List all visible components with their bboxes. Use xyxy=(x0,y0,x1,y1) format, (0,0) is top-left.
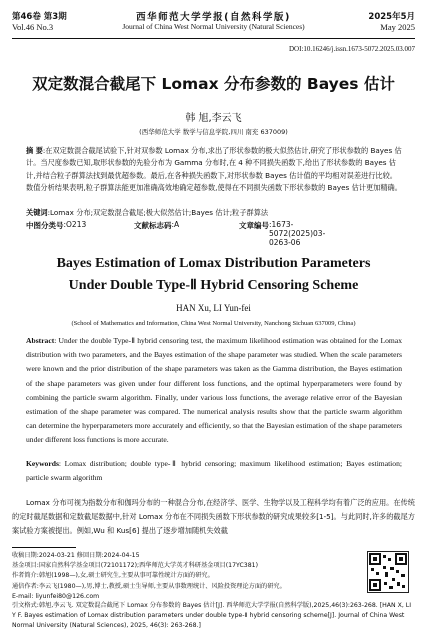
affiliation-en: (School of Mathematics and Information, China West Normal University, Nanchong Sichuan 637009, China) xyxy=(71,320,356,327)
journal-name-cn: 西华师范大学学报(自然科学版) xyxy=(136,12,291,23)
keywords-en xyxy=(26,457,402,485)
footnote-received: 收稿日期:2024-03-21 修回日期:2024-04-15 xyxy=(12,552,140,559)
journal-header xyxy=(12,9,415,39)
footnote-rule xyxy=(12,547,76,548)
footnote-corresponding: 通信作者:李云飞(1980—),男,博士,教授,硕士生导师,主要从事数理统计、风险投资理论方面的研究。 xyxy=(12,582,286,590)
volume-issue-cn: 第46卷 第3期 xyxy=(12,12,67,22)
keywords-cn xyxy=(26,207,402,219)
title-en xyxy=(0,253,427,297)
title-en-line2: Under Double Type-Ⅱ Hybrid Censoring Scheme xyxy=(68,278,359,293)
abstract-en-text: : Under the double Type-Ⅱ hybrid censoring test, the maximum likelihood estimation was obtained for the Lomax distribution with two parameters, and the Bayes estimation of the shape parameter was studied. When the scale parameters were known and the prior distribution of the shape parameters was taken as the Gamma distribution, the Bayes estimation of the shape parameters was given under four different loss functions, and the optimal hyperparameters were found by combining the particle swarm algorithm. Finally, under various loss functions, the average relative error of the Bayesian estimation of the shape parameter was compared. The numerical analysis results show that the particle swarm algorithm can determine the hyperparameters more accurately and efficiently, so that the Bayesian estimation of the shape parameters under different loss functions is more accurate. xyxy=(26,336,402,445)
issue-date-cn: 2025年5月 xyxy=(368,12,415,22)
qr-code-icon xyxy=(367,551,409,593)
citation-format: 引文格式:韩旭,李云飞. 双定数混合截尾下 Lomax 分布参数的 Bayes 估计[J]. 西华师范大学学报(自然科学版),2025,46(3):263-268. [HAN X, LI Y F. Bayes estimation of Lomax distribution parameters under double type-Ⅱ hybrid censoring scheme[J]. Journal of China West Normal University (Natural Sciences), 2025, 46(3): 263-268.] xyxy=(12,602,412,630)
keywords-cn-label: 关键词 xyxy=(26,208,48,217)
doi: DOI:10.16246/j.issn.1673-5072.2025.03.007 xyxy=(289,45,415,53)
keywords-cn-text: :Lomax 分布;双定数混合截尾;极大似然估计;Bayes 估计;粒子群算法 xyxy=(47,208,269,217)
keywords-en-text: : Lomax distribution; double type-Ⅱ hybrid censoring; maximum likelihood estimation; Bayes estimation; particle swarm algorithm xyxy=(26,459,402,483)
abstract-en-label: Abstract xyxy=(26,336,55,345)
authors-cn: 韩 旭,李云飞 xyxy=(185,113,242,124)
doc-code-label: 文献标志码 xyxy=(134,221,172,230)
body-paragraph: Lomax 分布可视为指数分布和伽玛分布的一种混合分布,在经济学、医学、生物学以及工程科学均有着广泛的应用。在传统的定时截尾数据和定数截尾数据中,针对 Lomax 分布在不同损失函数下形状参数的研究成果较多[1-5]。与此同时,许多的截尾方案试验方案被提出。例如,Wu 和 Kus[6] 提出了逐步增加随机失效截 xyxy=(12,498,415,535)
footnote-funding: 基金项目:国家自然科学基金项目(72101172);西华师范大学英才科研基金项目(17YC381) xyxy=(12,562,259,570)
abstract-cn xyxy=(26,145,402,195)
authors-en: HAN Xu, LI Yun-fei xyxy=(176,303,251,313)
volume-issue-en: Vol.46 No.3 xyxy=(12,22,54,32)
abstract-cn-text: :在双定数混合截尾试验下,针对双参数 Lomax 分布,求出了形状参数的极大似然估计,研究了形状参数的 Bayes 估计。当尺度参数已知,取形状参数的先验分布为 Gamma 分布时,在 4 种不同损失函数下,给出了形状参数的 Bayes 估计,并结合粒子群算法找到最优超参数。最后,在各种损失函数下,对形状参数 Bayes 估计值的平均相对误差进行比较。数值分析结果表明,粒子群算法能更加准确高效地确定超参数,使得在不同损失函数下形状参数的 Bayes 估计更加精确。 xyxy=(26,146,402,193)
footnote-email[interactable]: E-mail: liyunfei80@126.com xyxy=(12,592,100,600)
clc-label: 中图分类号 xyxy=(26,221,64,230)
article-no-value: :1673-5072(2025)03-0263-06 xyxy=(269,220,326,247)
title-en-line1: Bayes Estimation of Lomax Distribution Parameters xyxy=(56,256,371,271)
footnote-author-bio: 作者简介:韩旭(1998—),女,硕士研究生,主要从事可靠性统计方面的研究。 xyxy=(12,572,214,580)
abstract-en xyxy=(26,334,402,448)
article-no-label: 文章编号 xyxy=(239,221,269,230)
affiliation-cn: (西华师范大学 数学与信息学院,四川 南充 637009) xyxy=(139,128,288,136)
abstract-cn-label: 摘 要 xyxy=(26,146,43,155)
header-rule xyxy=(12,38,415,39)
footnotes xyxy=(12,551,362,602)
issue-date-en: May 2025 xyxy=(380,22,415,32)
doc-code-value: :A xyxy=(171,220,180,229)
clc-value: :O213 xyxy=(63,220,87,229)
title-cn: 双定数混合截尾下 Lomax 分布参数的 Bayes 估计 xyxy=(32,75,395,93)
keywords-en-label: Keywords xyxy=(26,459,59,468)
journal-name-en: Journal of China West Normal University (Natural Sciences) xyxy=(122,22,305,31)
